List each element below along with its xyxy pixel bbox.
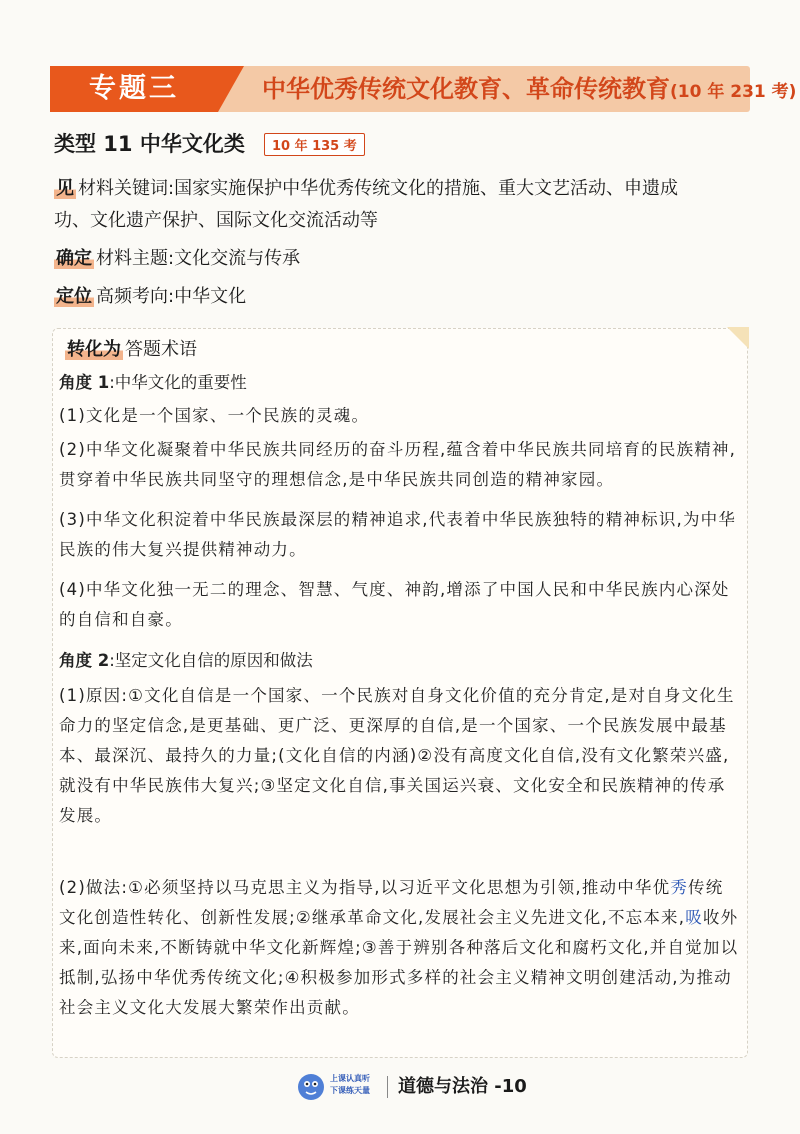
angle-2-method-part-3: 收外来,面向未来,不断铸就中华文化新辉煌;③善于辨别各种落后文化和腐朽文化,并自觉加以抵制,弘扬中华优秀传统文化;④积极参加形式多样的社会主义精神文明创建活动,为推动社会主义文化大发展大繁荣作出贡献。 <box>59 908 739 1017</box>
angle-1-item-3: (3)中华文化积淀着中华民族最深层的精神追求,代表着中华民族独特的精神标识,为中华民族的伟大复兴提供精神动力。 <box>59 510 737 559</box>
angle-2-heading <box>59 647 741 675</box>
type-heading <box>54 128 365 160</box>
step-determine-text: 材料主题:文化交流与传承 <box>96 248 301 269</box>
step-locate <box>54 280 748 314</box>
answer-box-heading <box>65 335 197 365</box>
type-title: 类型 11 中华文化类 <box>54 132 245 156</box>
corner-fold-decoration <box>727 327 749 349</box>
angle-2-method-blue-2: 吸 <box>685 908 703 927</box>
step-determine-key: 确定 <box>56 248 92 269</box>
type-count-tag: 10 年 135 考 <box>264 133 365 156</box>
step-see-key: 见 <box>56 178 74 199</box>
angle-1-item-1: (1)文化是一个国家、一个民族的灵魂。 <box>59 406 370 425</box>
angle-1-heading <box>59 369 741 397</box>
footer-divider <box>387 1076 388 1098</box>
angle-2-label: 角度 2 <box>59 651 110 670</box>
topic-count: (10 年 231 考) <box>670 82 797 102</box>
topic-title <box>262 66 796 112</box>
banner-slant-decoration <box>218 66 244 112</box>
angle-1-item-4: (4)中华文化独一无二的理念、智慧、气度、神韵,增添了中国人民和中华民族内心深处的自信和自豪。 <box>59 580 730 629</box>
topic-tag: 专题三 <box>50 66 218 112</box>
step-determine <box>54 242 748 276</box>
angle-2-method <box>59 873 741 1023</box>
footer-slogan <box>330 1073 370 1097</box>
angle-2-title: :坚定文化自信的原因和做法 <box>109 651 313 670</box>
step-locate-text: 高频考向:中华文化 <box>96 286 247 307</box>
angle-2-method-part-1: (2)做法:①必须坚持以马克思主义为指导,以习近平文化思想为引领,推动中华优 <box>59 878 671 897</box>
angle-2-reason: (1)原因:①文化自信是一个国家、一个民族对自身文化价值的充分肯定,是对自身文化生命力的坚定信念,是更基础、更广泛、更深厚的自信,是一个国家、一个民族发展中最基本、最深沉、最持久的力量;(文化自信的内涵)②没有高度文化自信,没有文化繁荣兴盛,就没有中华民族伟大复兴;③坚定文化自信,事关国运兴衰、文化安全和民族精神的传承发展。 <box>59 686 735 825</box>
footer-slogan-line-1: 上课认真听 <box>330 1074 370 1083</box>
answer-terms-box <box>52 328 748 1058</box>
step-see <box>54 172 748 206</box>
topic-banner <box>50 66 797 112</box>
angle-2-method-blue-1: 秀 <box>670 878 689 897</box>
topic-title-text: 中华优秀传统文化教育、革命传统教育 <box>262 75 670 103</box>
angle-1-title: :中华文化的重要性 <box>109 373 247 392</box>
page-footer <box>0 1068 800 1108</box>
answer-box-key: 转化为 <box>67 339 121 360</box>
angle-2-method-part-2: 传统文化创造性转化、创新性发展;②继承革命文化,发展社会主义先进文化,不忘本来, <box>59 878 724 927</box>
step-see-continued <box>54 204 748 238</box>
angle-1-item-2: (2)中华文化凝聚着中华民族共同经历的奋斗历程,蕴含着中华民族共同培育的民族精神,贯穿着中华民族共同坚守的理想信念,是中华民族共同创造的精神家园。 <box>59 440 737 489</box>
answer-box-title: 答题术语 <box>125 339 197 360</box>
footer-subject-page: 道德与法治 -10 <box>398 1076 527 1097</box>
mascot-icon <box>296 1072 326 1102</box>
step-locate-key: 定位 <box>56 286 92 307</box>
footer-slogan-line-2: 下课练天量 <box>330 1086 370 1095</box>
angle-1-label: 角度 1 <box>59 373 110 392</box>
step-see-text-2: 功、文化遗产保护、国际文化交流活动等 <box>54 210 378 231</box>
step-see-text: 材料关键词:国家实施保护中华优秀传统文化的措施、重大文艺活动、申遗成 <box>78 178 679 199</box>
